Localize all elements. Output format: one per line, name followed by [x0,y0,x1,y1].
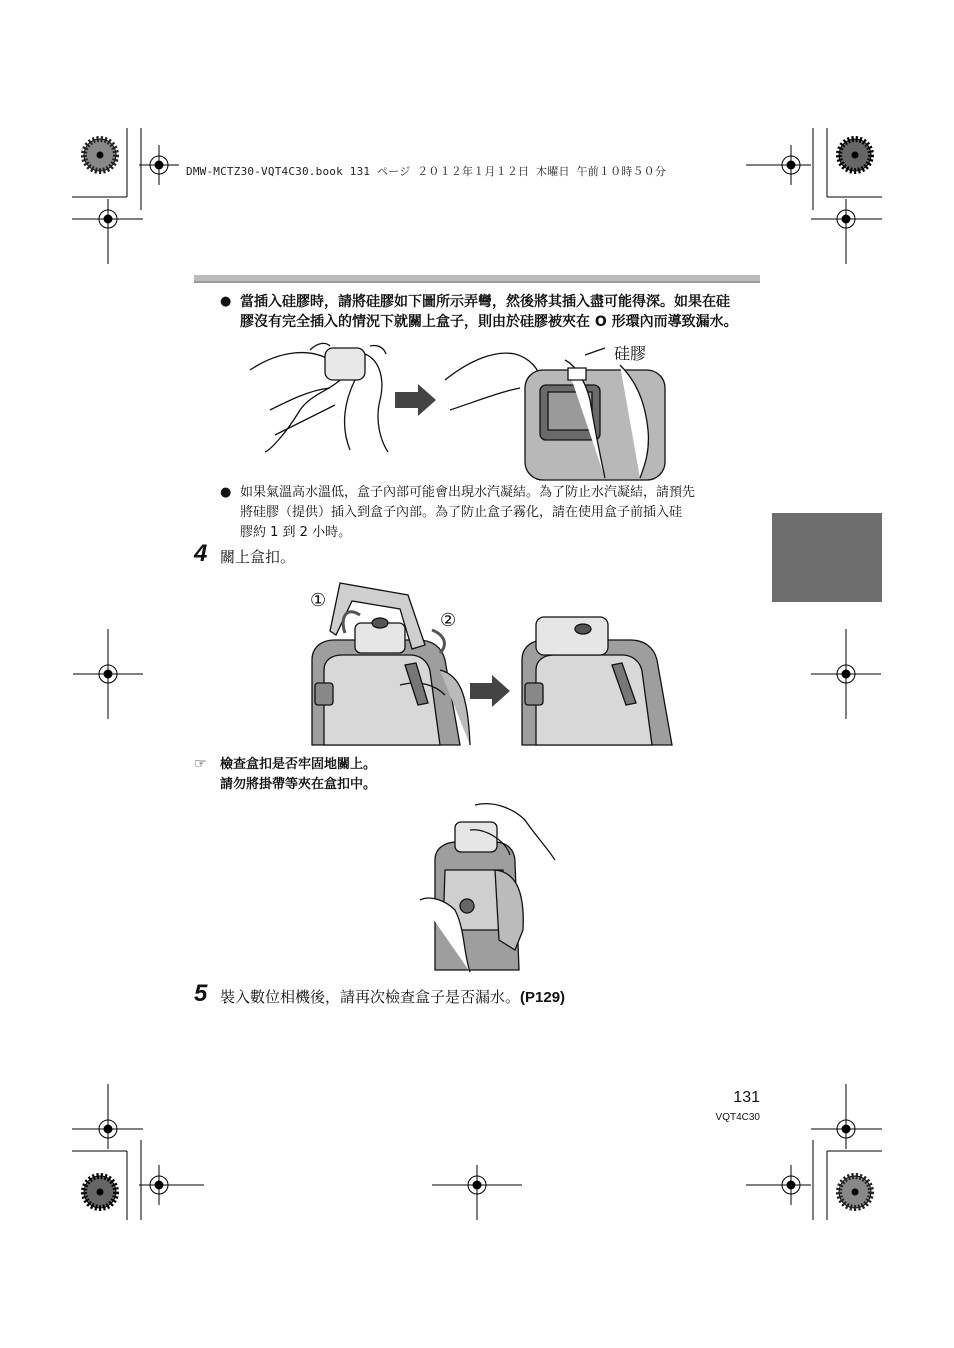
bullet-line: 當插入硅膠時，請將硅膠如下圖所示弄彎，然後將其插入盡可能得深。如果在硅 [240,294,730,310]
note-block [220,755,376,795]
bullet-dot: ● [220,294,232,309]
chapter-side-tab [772,513,882,602]
step-marker-2: ② [440,610,457,631]
step-text-main: 裝入數位相機後，請再次檢查盒子是否漏水。 [220,988,521,1006]
book-header-line: DMW-MCTZ30-VQT4C30.book 131 ページ ２０１２年１月１２日 木曜日 午前１０時５０分 [186,165,667,178]
pointing-hand-icon: ☞ [194,756,207,772]
page-reference-link[interactable]: (P129) [520,989,566,1006]
bullet-line: 如果氣溫高水溫低，盒子內部可能會出現水汽凝結。為了防止水汽凝結，請預先 [240,485,696,500]
document-code: VQT4C30 [715,1112,760,1123]
bullet-condensation [220,483,765,543]
bullet-silica-insert [220,292,765,332]
page-number: 131 [733,1089,760,1106]
bullet-line: 膠沒有完全插入的情況下就關上盒子，則由於硅膠被夾在 O 形環內而導致漏水。 [240,314,738,330]
bullet-dot: ● [220,485,232,500]
section-top-bar [194,275,760,283]
bullet-line: 膠約 1 到 2 小時。 [240,525,352,540]
silica-callout-label: 硅膠 [614,344,647,363]
step-text [220,986,565,1007]
bullet-line: 將硅膠（提供）插入到盒子內部。為了防止盒子霧化，請在使用盒子前插入硅 [240,505,683,520]
note-line: 請勿將掛帶等夾在盒扣中。 [220,777,377,792]
step-number: 5 [194,980,208,1007]
step-marker-1: ① [310,590,327,611]
note-line: 檢查盒扣是否牢固地關上。 [220,757,377,772]
step-text: 關上盒扣。 [220,548,296,566]
check-latch-illustration [415,800,555,975]
step-number: 4 [194,540,208,567]
close-latch-illustration [300,575,680,745]
